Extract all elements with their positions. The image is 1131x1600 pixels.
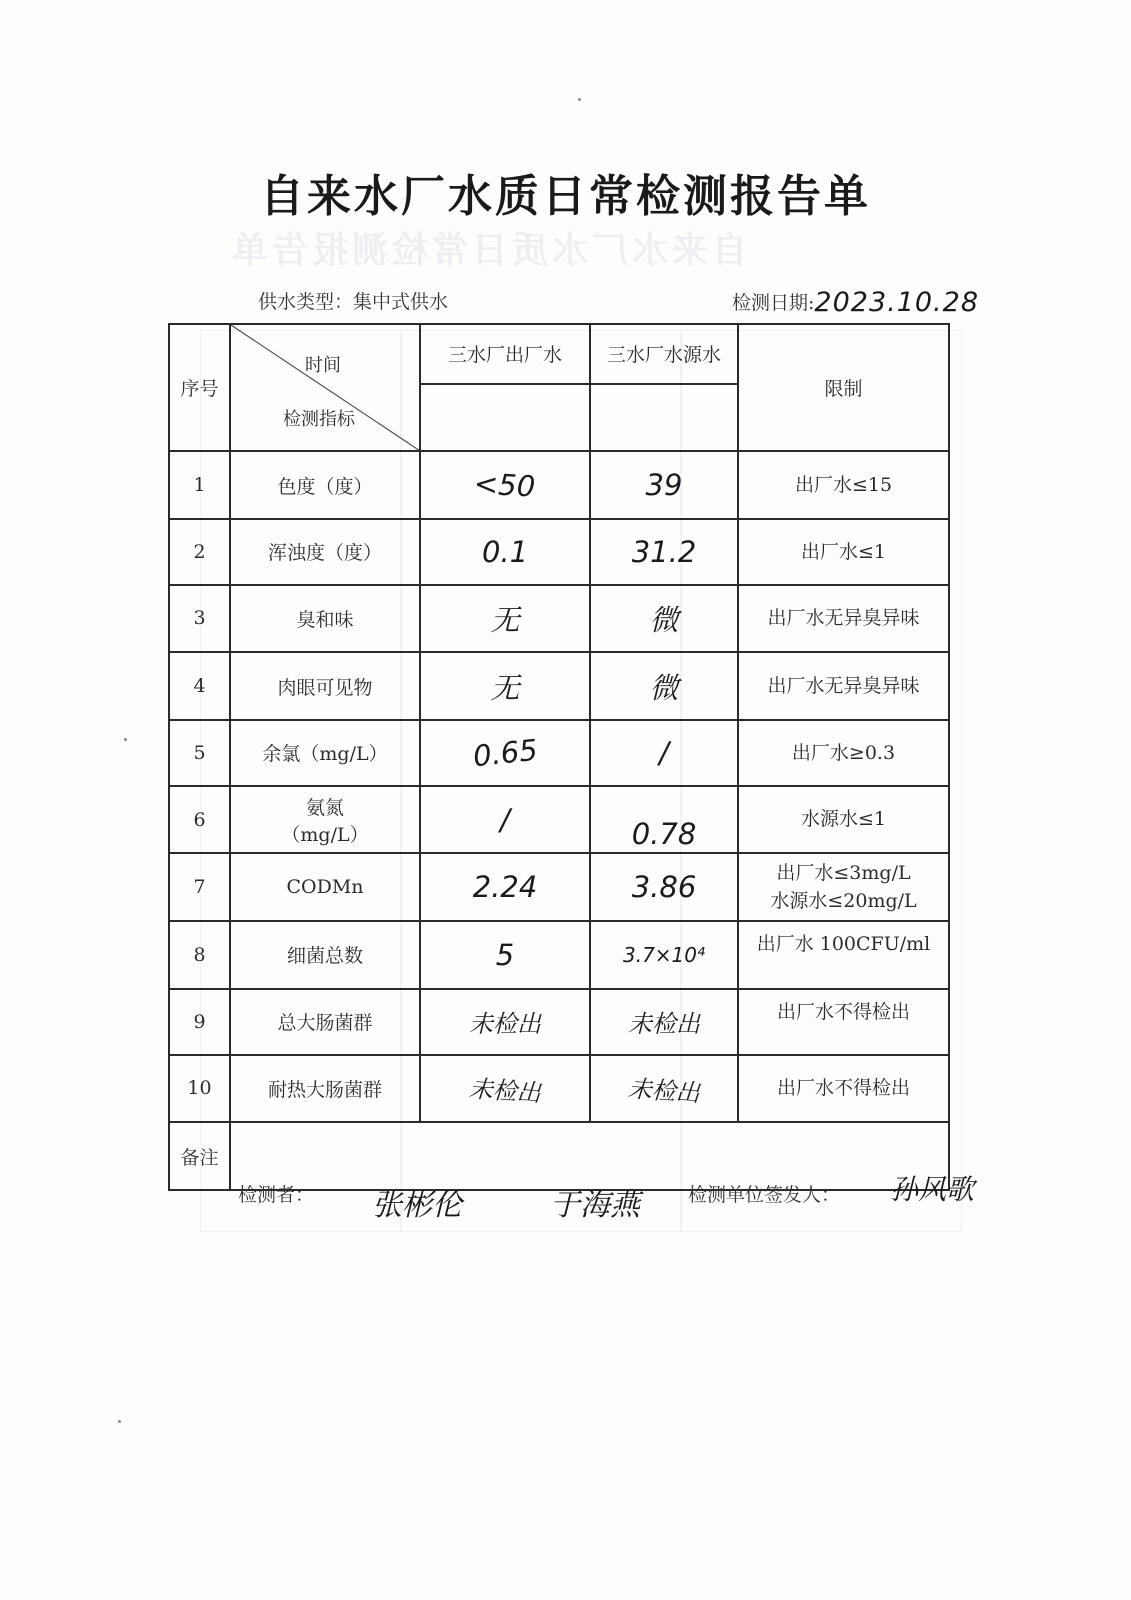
handwritten-value: 39 xyxy=(645,468,683,503)
handwritten-value: / xyxy=(659,735,669,770)
col-a-subheader xyxy=(420,384,590,452)
col-b-header: 三水厂水源水 xyxy=(590,324,738,384)
indicator-name: 色度（度） xyxy=(230,451,420,519)
handwritten-value: 2.24 xyxy=(472,870,538,905)
indicator-name: CODMn xyxy=(230,853,420,921)
col-b-value xyxy=(590,720,738,786)
handwritten-value: 无 xyxy=(490,602,520,637)
limit-value: 出厂水≥0.3 xyxy=(738,720,949,786)
supply-type: 供水类型：集中式供水 xyxy=(258,291,449,313)
col-a-value xyxy=(420,720,590,786)
row-number: 10 xyxy=(169,1055,230,1123)
remark-label: 备注 xyxy=(169,1122,230,1190)
handwritten-value: 未检出 xyxy=(628,1010,700,1039)
col-a-value xyxy=(420,989,590,1055)
col-b-value xyxy=(590,1055,738,1123)
col-b-value xyxy=(590,786,738,854)
paper-speck xyxy=(578,98,581,101)
row-number: 1 xyxy=(169,451,230,519)
test-date-value: 2023.10.28 xyxy=(814,287,979,318)
limit-value: 出厂水不得检出 xyxy=(738,1055,949,1123)
col-b-value xyxy=(590,853,738,921)
diagonal-line xyxy=(231,325,419,450)
indicator-name xyxy=(230,786,420,854)
limit-line1: 出厂水≤3mg/L xyxy=(776,861,911,884)
limit-header: 限制 xyxy=(738,324,949,451)
signer-label: 检测单位签发人： xyxy=(688,1184,841,1206)
handwritten-value: 0.65 xyxy=(471,732,539,774)
table-row xyxy=(169,921,949,989)
handwritten-value: 微 xyxy=(649,602,679,637)
inspector-signature-2: 于海燕 xyxy=(550,1188,640,1223)
limit-value: 出厂水 100CFU/ml xyxy=(738,921,949,989)
indicator-header: 检测指标 xyxy=(283,409,355,430)
table-row xyxy=(169,519,949,585)
inspector-signature-1: 张彬伦 xyxy=(372,1188,462,1223)
indicator-name: 耐热大肠菌群 xyxy=(230,1055,420,1123)
row-number: 2 xyxy=(169,519,230,585)
col-b-value xyxy=(590,451,738,519)
col-b-value xyxy=(590,519,738,585)
limit-line2: 水源水≤20mg/L xyxy=(770,890,917,913)
row-number: 9 xyxy=(169,989,230,1055)
col-b-value xyxy=(590,921,738,989)
limit-value: 出厂水≤15 xyxy=(738,451,949,519)
water-quality-table xyxy=(168,323,950,1191)
handwritten-value: 3.86 xyxy=(631,870,697,905)
indicator-name: 总大肠菌群 xyxy=(230,989,420,1055)
seq-header: 序号 xyxy=(169,324,230,451)
col-a-value xyxy=(420,652,590,720)
limit-value xyxy=(738,853,949,921)
col-b-value xyxy=(590,652,738,720)
col-a-value xyxy=(420,1055,590,1123)
table-row xyxy=(169,853,949,921)
handwritten-value: / xyxy=(500,802,510,837)
limit-value: 出厂水无异臭异味 xyxy=(738,585,949,653)
col-a-value xyxy=(420,585,590,653)
limit-value: 出厂水不得检出 xyxy=(738,989,949,1055)
row-number: 5 xyxy=(169,720,230,786)
indicator-name: 臭和味 xyxy=(230,585,420,653)
handwritten-value: 5 xyxy=(495,937,515,972)
table-row xyxy=(169,652,949,720)
indicator-name: 细菌总数 xyxy=(230,921,420,989)
table-row xyxy=(169,451,949,519)
row-number: 4 xyxy=(169,652,230,720)
col-a-value xyxy=(420,921,590,989)
test-date xyxy=(732,285,979,316)
handwritten-value: <50 xyxy=(473,466,537,504)
handwritten-value: 微 xyxy=(649,670,679,705)
handwritten-value: 未检出 xyxy=(467,1074,542,1108)
handwritten-value: 3.7×10⁴ xyxy=(622,942,706,967)
table-row xyxy=(169,585,949,653)
col-a-value xyxy=(420,451,590,519)
row-number: 7 xyxy=(169,853,230,921)
col-b-value xyxy=(590,585,738,653)
row-number: 3 xyxy=(169,585,230,653)
show-through-text: 自来水厂水质日常检测报告单 xyxy=(228,230,749,271)
limit-value: 出厂水无异臭异味 xyxy=(738,652,949,720)
col-a-value xyxy=(420,519,590,585)
handwritten-value: 0.78 xyxy=(631,816,697,851)
indicator-name: 浑浊度（度） xyxy=(230,519,420,585)
table-row xyxy=(169,720,949,786)
table-row xyxy=(169,1055,949,1123)
time-header: 时间 xyxy=(305,355,341,376)
handwritten-value: 0.1 xyxy=(481,534,529,569)
col-a-header: 三水厂出厂水 xyxy=(420,324,590,384)
col-a-value xyxy=(420,786,590,854)
indicator-name: 余氯（mg/L） xyxy=(230,720,420,786)
col-a-value xyxy=(420,853,590,921)
paper-speck xyxy=(124,738,127,741)
paper-speck xyxy=(118,1420,121,1423)
handwritten-value: 无 xyxy=(490,670,520,705)
signer-signature: 孙风歌 xyxy=(890,1173,975,1206)
handwritten-value: 31.2 xyxy=(631,534,697,569)
document-title: 自来水厂水质日常检测报告单 xyxy=(260,171,871,222)
limit-value: 出厂水≤1 xyxy=(738,519,949,585)
table-row xyxy=(169,786,949,854)
indicator-name: 肉眼可见物 xyxy=(230,652,420,720)
indicator-name-line1: 氨氮 xyxy=(305,796,344,819)
row-number: 6 xyxy=(169,786,230,854)
row-number: 8 xyxy=(169,921,230,989)
limit-value: 水源水≤1 xyxy=(738,786,949,854)
table-row xyxy=(169,989,949,1055)
test-date-label: 检测日期: xyxy=(732,292,815,314)
col-b-subheader xyxy=(590,384,738,452)
inspector-label: 检测者： xyxy=(238,1184,315,1206)
handwritten-value: 未检出 xyxy=(626,1074,701,1108)
handwritten-value: 未检出 xyxy=(469,1010,541,1039)
diagonal-header-cell xyxy=(230,324,420,451)
col-b-value xyxy=(590,989,738,1055)
indicator-name-line2: （mg/L） xyxy=(281,823,369,846)
